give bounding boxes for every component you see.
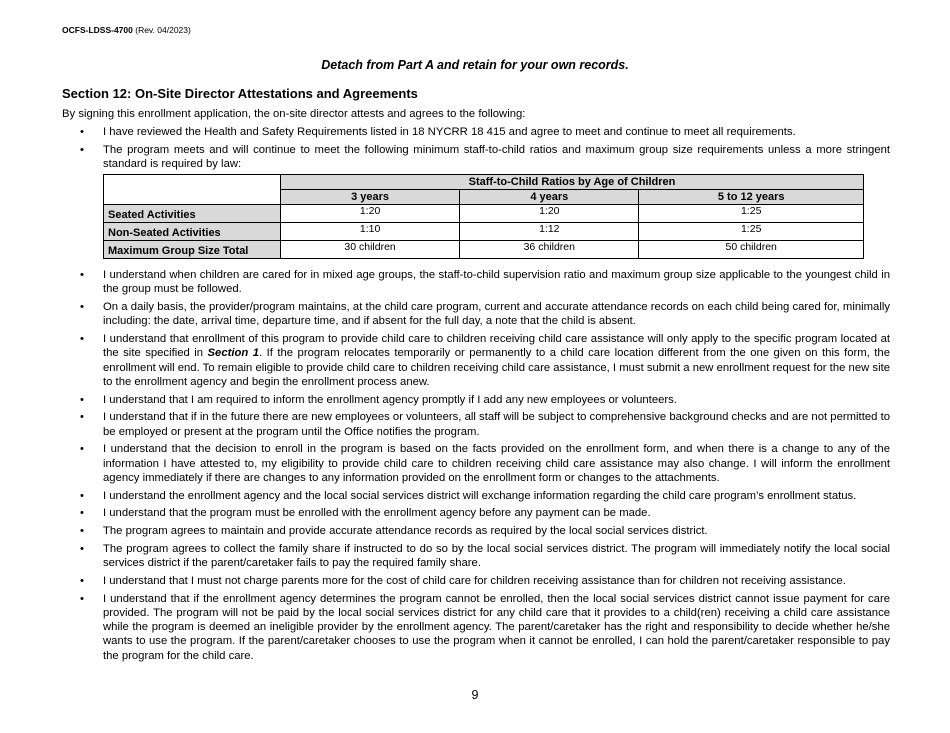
form-identifier (62, 25, 191, 35)
list-item-text: The program agrees to maintain and provide accurate attendance records as required by the local social services district. (103, 525, 708, 538)
list-item (62, 300, 890, 328)
list-item (62, 542, 890, 570)
list-item-text: I understand when children are cared for in mixed age groups, the staff-to-child supervision ratio and maximum group size applicable to the youngest child in the group must be followed. (103, 269, 890, 296)
bullet-icon: • (80, 489, 84, 502)
bullet-icon: • (80, 393, 84, 406)
detach-note: Detach from Part A and retain for your own records. (321, 58, 629, 72)
table-cell: 1:12 (460, 223, 639, 241)
bullet-icon: • (80, 507, 84, 520)
column-header: 4 years (460, 190, 639, 205)
list-item (62, 442, 890, 485)
table-row (104, 223, 864, 241)
bullet-icon: • (80, 443, 84, 456)
list-item-text: I have reviewed the Health and Safety Requirements listed in 18 NYCRR 18 415 and agree to meet and continue to meet all requirements. (103, 126, 796, 138)
list-item-text: On a daily basis, the provider/program maintains, at the child care program, current and accurate attendance records on each child being cared for, minimally including: the date, arrival time, departure time, and if absent for the full day, a note that the child is absent. (103, 301, 890, 328)
bullet-icon: • (80, 592, 84, 605)
bullet-icon: • (80, 269, 84, 282)
table-header-row (104, 175, 864, 190)
section-reference: Section 1 (207, 347, 260, 360)
table-cell: 1:25 (639, 205, 864, 223)
page-number: 9 (471, 688, 479, 702)
list-item (62, 592, 890, 663)
list-item-text: I understand that if the enrollment agency determines the program cannot be enrolled, then the local social services district cannot issue payment for care provided. The program will not be paid by the local social services district for any child care that it provides to a child(ren) receiving a child care assistance while the program is deemed an ineligible provider by the enrollment agency. The parent/caretaker has the right and responsibility to decide whether he/she wants to use the program. If the parent/caretaker chooses to use the program when it cannot be enrolled, I can hold the parent/caretaker responsible to pay the program for the child care. (103, 592, 890, 662)
list-item (62, 506, 890, 520)
list-item (62, 574, 890, 588)
attestation-list (62, 125, 890, 666)
bullet-icon: • (80, 575, 84, 587)
bullet-icon: • (80, 543, 84, 555)
list-item-text: I understand that if in the future there are new employees or volunteers, all staff will be subject to comprehensive background checks and are not permitted to be employed or present at the program until the Office notifies the program. (103, 411, 890, 438)
list-item-text: I understand the enrollment agency and the local social services district will exchange information regarding the child care program’s enrollment status. (103, 489, 857, 502)
list-item-text: I understand that the program must be enrolled with the enrollment agency before any payment can be made. (103, 507, 651, 520)
list-item (62, 410, 890, 438)
list-item (62, 489, 890, 503)
bullet-icon: • (80, 143, 84, 156)
table-row (104, 241, 864, 259)
ratio-table (103, 174, 864, 259)
list-item (62, 125, 890, 139)
list-item-text: The program meets and will continue to meet the following minimum staff-to-child ratios and maximum group size requirements unless a more stringent standard is required by law: (103, 143, 890, 170)
table-row (104, 205, 864, 223)
table-cell: 36 children (460, 241, 639, 259)
bullet-icon: • (80, 411, 84, 424)
column-header: 3 years (281, 190, 460, 205)
list-item-text: I understand that I am required to inform the enrollment agency promptly if I add any new employees or volunteers. (103, 393, 677, 406)
list-item-text (103, 333, 890, 388)
table-group-header: Staff-to-Child Ratios by Age of Children (281, 175, 864, 190)
table-cell: 1:20 (460, 205, 639, 223)
bullet-icon: • (80, 301, 84, 314)
list-item (62, 268, 890, 296)
section-intro: By signing this enrollment application, the on-site director attests and agrees to the following: (62, 108, 526, 120)
list-item (62, 524, 890, 538)
form-revision: (Rev. 04/2023) (135, 25, 191, 35)
list-item-text-part: . If the program relocates temporarily or permanently to a child care location different from the one given on this form, the enrollment will end. To remain eligible to provide child care to children receiving child care assistance, I must submit a new enrollment request for the new site to the enrollment agency and begin the enrollment process anew. (103, 347, 890, 388)
table-cell: 1:10 (281, 223, 460, 241)
form-code: OCFS-LDSS-4700 (62, 25, 133, 35)
list-item (62, 393, 890, 407)
table-cell: 30 children (281, 241, 460, 259)
table-cell: 1:20 (281, 205, 460, 223)
table-cell: 1:25 (639, 223, 864, 241)
table-cell: 50 children (639, 241, 864, 259)
list-item (62, 332, 890, 389)
column-header: 5 to 12 years (639, 190, 864, 205)
list-item-text: I understand that I must not charge parents more for the cost of child care for children receiving assistance than for children not receiving assistance. (103, 575, 846, 587)
bullet-icon: • (80, 525, 84, 538)
bullet-icon: • (80, 126, 84, 138)
list-item-text: The program agrees to collect the family share if instructed to do so by the local social services district. The program will immediately notify the local social services district if the parent/caretaker fails to pay the required family share. (103, 543, 890, 570)
row-label: Seated Activities (104, 205, 281, 223)
list-item-text: I understand that the decision to enroll in the program is based on the facts provided on the enrollment form, and when there is a change to any of the information I have attested to, my eligibility to provide child care to children receiving child care assistance may also change. I will inform the enrollment agency immediately if there are changes to any information provided on the enrollment form or changes to the attachments. (103, 443, 890, 484)
section-title: Section 12: On-Site Director Attestations and Agreements (62, 86, 418, 101)
list-item-text-part: I understand that enrollment of this program to provide child care to children receiving child care assistance will only apply to the specific program located at the site specified in (103, 333, 890, 360)
row-label: Maximum Group Size Total (104, 241, 281, 259)
row-label: Non-Seated Activities (104, 223, 281, 241)
table-corner-cell (104, 175, 281, 205)
bullet-icon: • (80, 333, 84, 346)
list-item (62, 143, 890, 171)
